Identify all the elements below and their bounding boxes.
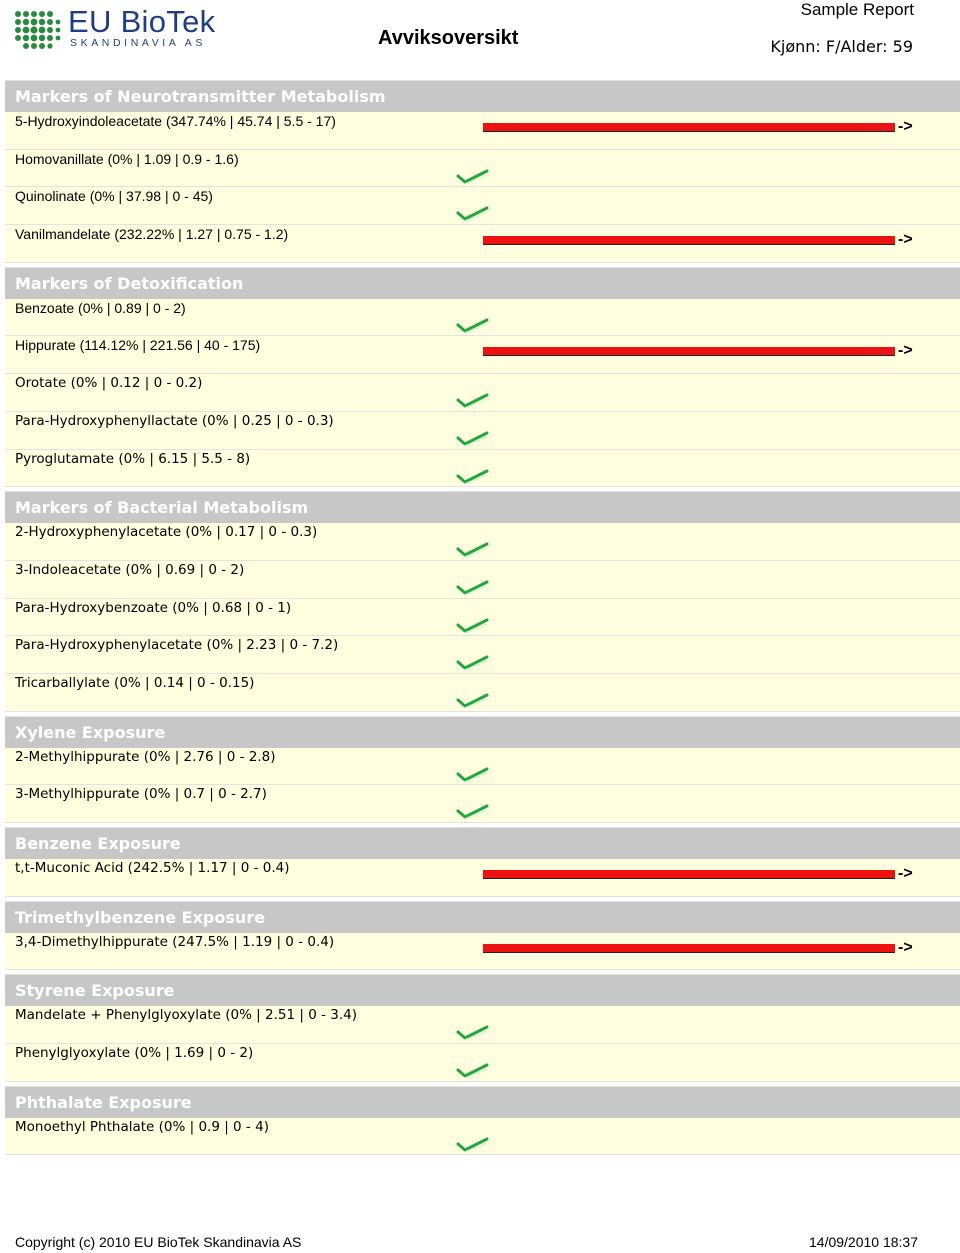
marker-label: t,t-Muconic Acid (242.5% | 1.17 | 0 - 0.4): [15, 860, 290, 876]
marker-row: [5, 374, 960, 412]
eu-biotek-logo: [14, 6, 244, 52]
section-header: Markers of Neurotransmitter Metabolism: [5, 80, 960, 112]
marker-row: [5, 933, 960, 971]
section-header: Xylene Exposure: [5, 716, 960, 748]
marker-label: Para-Hydroxyphenylacetate (0% | 2.23 | 0 - 7.2): [15, 637, 339, 654]
marker-row: [5, 859, 960, 897]
marker-row: [5, 674, 960, 712]
checkmark-icon: [455, 1135, 489, 1155]
logo-subtitle: SKANDINAVIA AS: [70, 37, 206, 49]
marker-row: [5, 523, 960, 561]
marker-row: [5, 450, 960, 488]
footer-timestamp: 14/09/2010 18:37: [809, 1234, 918, 1250]
checkmark-icon: [455, 316, 489, 336]
logo-dots-icon: [14, 8, 64, 54]
overflow-arrow: ->: [898, 342, 913, 360]
marker-label: Homovanillate (0% | 1.09 | 0.9 - 1.6): [15, 150, 239, 167]
marker-row: [5, 299, 960, 337]
checkmark-icon: [455, 653, 489, 673]
marker-label: Mandelate + Phenylglyoxylate (0% | 2.51 | 0 - 3.4): [15, 1007, 357, 1024]
deviation-bar: [483, 236, 895, 245]
marker-label: Monoethyl Phthalate (0% | 0.9 | 0 - 4): [15, 1118, 269, 1135]
page-title: Avviksoversikt: [378, 27, 519, 49]
marker-label: Vanilmandelate (232.22% | 1.27 | 0.75 - 1.2): [15, 226, 289, 243]
marker-label: Pyroglutamate (0% | 6.15 | 5.5 - 8): [15, 450, 251, 467]
deviation-bar: [483, 870, 895, 879]
report-type: Sample Report: [800, 0, 914, 19]
section-header: Benzene Exposure: [5, 827, 960, 859]
overflow-arrow: ->: [898, 865, 913, 882]
patient-info: Kjønn: F/Alder: 59: [770, 37, 913, 56]
section-header: Phthalate Exposure: [5, 1086, 960, 1118]
checkmark-icon: [455, 802, 489, 822]
footer-copyright: Copyright (c) 2010 EU BioTek Skandinavia AS: [15, 1234, 302, 1250]
marker-label: Para-Hydroxybenzoate (0% | 0.68 | 0 - 1): [15, 599, 292, 616]
marker-label: 5-Hydroxyindoleacetate (347.74% | 45.74 | 5.5 - 17): [15, 113, 336, 129]
marker-label: 3,4-Dimethylhippurate (247.5% | 1.19 | 0 - 0.4): [15, 933, 335, 950]
checkmark-icon: [455, 540, 489, 560]
marker-label: 3-Methylhippurate (0% | 0.7 | 0 - 2.7): [15, 786, 267, 803]
marker-row: [5, 636, 960, 674]
marker-row: [5, 599, 960, 637]
checkmark-icon: [455, 467, 489, 487]
marker-row: [5, 1118, 960, 1156]
marker-row: [5, 187, 960, 225]
marker-label: Para-Hydroxyphenyllactate (0% | 0.25 | 0 - 0.3): [15, 412, 334, 429]
deviation-bar: [483, 123, 895, 132]
marker-label: Hippurate (114.12% | 221.56 | 40 - 175): [15, 337, 261, 354]
checkmark-icon: [455, 1061, 489, 1081]
marker-row: [5, 1044, 960, 1082]
deviation-bar: [483, 944, 895, 953]
checkmark-icon: [455, 167, 489, 187]
deviation-bar: [483, 347, 895, 356]
checkmark-icon: [455, 765, 489, 785]
checkmark-icon: [455, 429, 489, 449]
marker-label: Tricarballylate (0% | 0.14 | 0 - 0.15): [15, 674, 255, 691]
marker-row: [5, 1006, 960, 1044]
marker-row: [5, 336, 960, 374]
deviation-list: [5, 76, 960, 1155]
marker-label: Phenylglyoxylate (0% | 1.69 | 0 - 2): [15, 1045, 254, 1062]
marker-label: Orotate (0% | 0.12 | 0 - 0.2): [15, 375, 203, 392]
marker-row: [5, 561, 960, 599]
checkmark-icon: [455, 204, 489, 224]
checkmark-icon: [455, 616, 489, 636]
overflow-arrow: ->: [898, 938, 913, 956]
checkmark-icon: [455, 691, 489, 711]
marker-label: 3-Indoleacetate (0% | 0.69 | 0 - 2): [15, 561, 245, 578]
overflow-arrow: ->: [898, 231, 913, 249]
marker-label: Benzoate (0% | 0.89 | 0 - 2): [15, 299, 186, 316]
section-header: Markers of Bacterial Metabolism: [5, 491, 960, 523]
section-header: Styrene Exposure: [5, 974, 960, 1006]
marker-row: [5, 412, 960, 450]
checkmark-icon: [455, 391, 489, 411]
marker-label: 2-Methylhippurate (0% | 2.76 | 0 - 2.8): [15, 748, 276, 765]
marker-label: 2-Hydroxyphenylacetate (0% | 0.17 | 0 - 0.3): [15, 524, 318, 541]
marker-row: [5, 748, 960, 786]
checkmark-icon: [455, 1023, 489, 1043]
section-header: Markers of Detoxification: [5, 267, 960, 299]
marker-label: Quinolinate (0% | 37.98 | 0 - 45): [15, 188, 213, 205]
marker-row: [5, 225, 960, 263]
marker-row: [5, 785, 960, 823]
section-header: Trimethylbenzene Exposure: [5, 901, 960, 933]
checkmark-icon: [455, 578, 489, 598]
overflow-arrow: ->: [898, 118, 913, 135]
marker-row: [5, 112, 960, 150]
logo-wordmark: EU BioTek: [68, 4, 216, 39]
report-header: [0, 0, 960, 72]
marker-row: [5, 150, 960, 188]
